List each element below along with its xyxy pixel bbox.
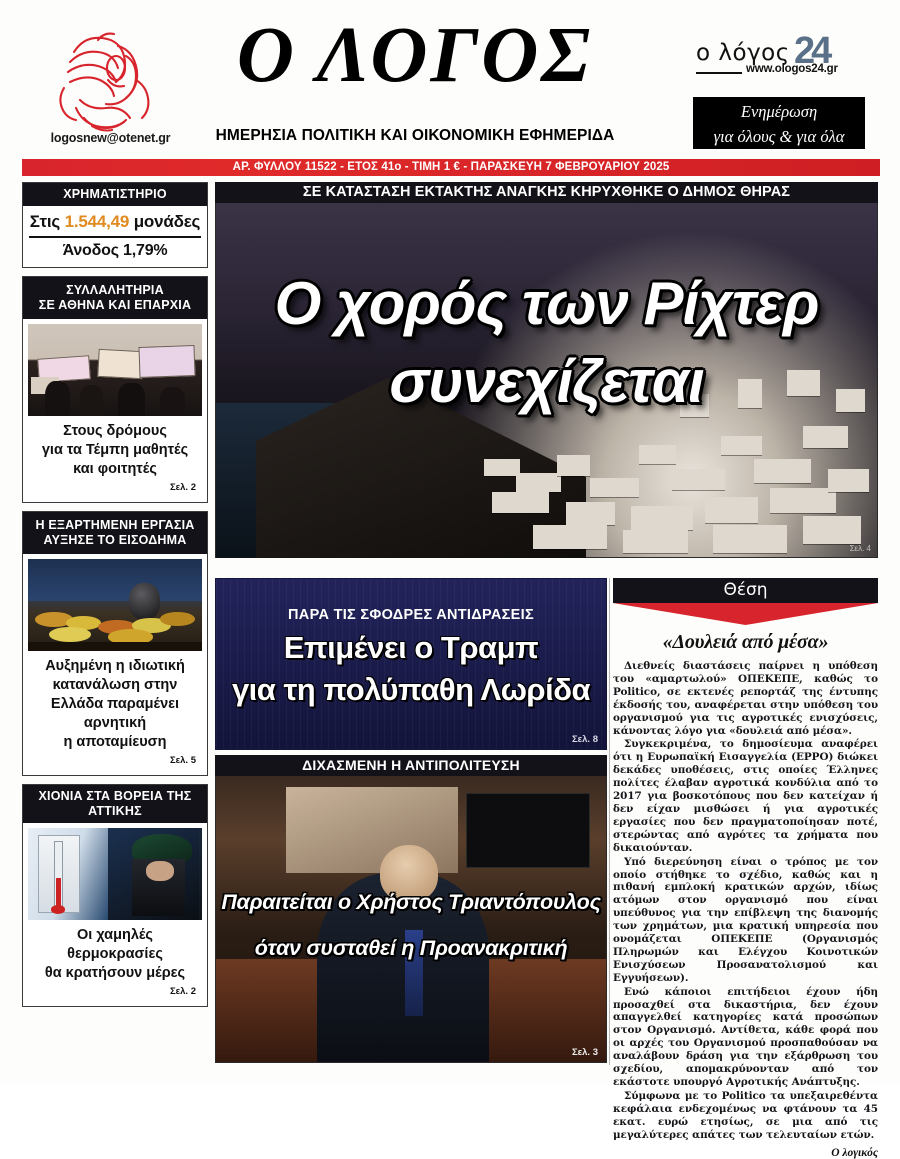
trump-headline-line-1: Επιμένει ο Τραμπ [283, 630, 539, 665]
opinion-section-label: Θέση [613, 578, 878, 603]
sidebar-item-stock-ticker[interactable] [22, 182, 208, 268]
protest-page-ref: Σελ. 2 [169, 482, 196, 493]
weather-caption-line-2: θερμοκρασίες [67, 946, 163, 962]
lead-headline [216, 265, 877, 421]
slogan-line-1: Ενημέρωση [740, 102, 818, 121]
stock-ticker-index [29, 212, 201, 238]
trump-headline-line-2: για τη πολύπαθη Λωρίδα [231, 672, 591, 707]
website-logo[interactable] [690, 30, 865, 92]
trump-page-ref: Σελ. 8 [571, 734, 598, 745]
sidebar-item-protest[interactable] [22, 276, 208, 503]
protest-header [23, 277, 207, 319]
economy-caption-line-3: Ελλάδα παραμένει [50, 696, 180, 712]
website-logo-word: ο λόγος [696, 40, 790, 66]
protest-caption-line-2: για τα Τέμπη μαθητές [41, 442, 189, 458]
page-title: Ο ΛΟΓΟΣ [236, 12, 594, 99]
lead-kicker: ΣΕ ΚΑΤΑΣΤΑΣΗ ΕΚΤΑΚΤΗΣ ΑΝΑΓΚΗΣ ΚΗΡΥΧΘΗΚΕ Ο ΔΗΜΟΣ ΘΗΡΑΣ [215, 182, 878, 203]
protest-caption-line-1: Στους δρόμους [63, 423, 167, 439]
publication-logo-icon [40, 22, 180, 147]
triantopoulos-story[interactable] [215, 755, 607, 1065]
website-logo-rule [696, 72, 742, 74]
economy-header [23, 512, 207, 554]
trump-story[interactable] [215, 578, 607, 750]
opinion-body [613, 660, 878, 1142]
trump-headline [216, 627, 606, 711]
weather-caption-line-1: Οι χαμηλές [77, 927, 153, 943]
weather-header: ΧΙΟΝΙΑ ΣΤΑ ΒΟΡΕΙΑ ΤΗΣ ΑΤΤΙΚΗΣ [23, 785, 207, 823]
economy-header-line-2: ΑΥΞΗΣΕ ΤΟ ΕΙΣΟΔΗΜΑ [43, 533, 187, 547]
opinion-paragraph: Συγκεκριμένα, το δημοσίευμα αναφέρει ότι η Ευρωπαϊκή Εισαγγελία (ΕΡΡΟ) διώκει δεκάδες υποθέσεις, στις οποίες Έλληνες πολίτες έλαβαν αγροτικά κονδύλια από το 2017 για βοσκοτόπους που δεν κατείχαν ή δεν είχαν μισθώσει ή για αγροτικές εργασίες που δεν πραγματοποίησαν ποτέ, στερώντας από αγρότες τα χρήματα που δικαιούνταν. [613, 738, 878, 854]
protest-header-line-1: ΣΥΛΛΑΛΗΤΗΡΙΑ [66, 283, 164, 297]
economy-caption-line-2: κατανάλωση στην [52, 677, 178, 693]
opinion-paragraph: Υπό διερεύνηση είναι ο τρόπος με τον οποίο στήθηκε το σχέδιο, καθώς και η πιθανή εμπλοκή κρατικών αρχών, ιδίως ατόμων στον οργανισμό που είναι υπεύθυνος για την επίβλεψη της διανομής των χρημάτων, μια κρατική υπηρεσία που ονομάζεται ΟΠΕΚΕΠΕ (Οργανισμός Πληρωμών και Ελέγχου Κοινοτικών Ενισχύσεων Προσανατολισμού και Εγγυήσεων). [613, 855, 878, 984]
weather-photo [28, 828, 202, 920]
economy-photo [28, 559, 202, 651]
stock-ticker-change: Άνοδος 1,79% [62, 242, 168, 259]
triantopoulos-headline [216, 879, 606, 971]
opinion-paragraph: Ενώ κάποιοι επιτήδειοι έχουν ήδη προσαχθεί στα δικαστήρια, δεν έχουν απαγγελθεί κατηγορίες κατά προσώπων στον Οργανισμό. Αντίθετα, κάθε φορά που οι αρχές του Οργανισμού προσπαθούσαν να αναλάβουν δράση για την εξάρθρωση του σχεδίου, απομακρύνονταν από τον εκάστοτε υπουργό Αγροτικής Ανάπτυξης. [613, 985, 878, 1088]
monitor-region [466, 793, 591, 867]
weather-caption-line-3: θα κρατήσουν μέρες [44, 965, 186, 981]
website-logo-24: 24 [794, 30, 829, 72]
column-divider [609, 578, 610, 1065]
opinion-paragraph: Σύμφωνα με το Politico τα υπεξαιρεθέντα κεφάλαια ενδεχομένως να φτάνουν τα 45 εκατ. ευρώ ετησίως, σε μια από τις μεγαλύτερες απάτες των τελευταίων ετών. [613, 1089, 878, 1141]
masthead [0, 0, 900, 155]
economy-caption-line-5: η αποταμίευση [63, 734, 167, 750]
opinion-column [613, 578, 878, 1159]
protest-photo [28, 324, 202, 416]
triantopoulos-photo [215, 776, 607, 1063]
triantopoulos-page-ref: Σελ. 3 [571, 1047, 598, 1058]
opinion-paragraph: Διεθνείς διαστάσεις παίρνει η υπόθεση του «αμαρτωλού» ΟΠΕΚΕΠΕ, καθώς το Politico, σε εκτενές ρεπορτάζ της έντυπης έκδοσής του, αναφέρεται στην υπόθεση του οργανισμού για τις αγροτικές ενισχύσεις, κάνοντας λόγο για «δουλειά από μέσα». [613, 660, 878, 737]
lead-headline-line-2: συνεχίζεται [389, 348, 704, 415]
slogan-box [693, 97, 865, 149]
economy-header-line-1: Η ΕΞΑΡΤΗΜΕΝΗ ΕΡΓΑΣΙΑ [35, 518, 195, 532]
lead-photo [215, 203, 878, 558]
protest-caption-line-3: και φοιτητές [73, 461, 157, 477]
economy-caption-line-1: Αυξημένη η ιδιωτική [45, 658, 185, 674]
protest-caption [28, 416, 202, 481]
website-url[interactable]: www.ologos24.gr [746, 63, 838, 75]
triantopoulos-kicker: ΔΙΧΑΣΜΕΝΗ Η ΑΝΤΙΠΟΛΙΤΕΥΣΗ [215, 755, 607, 776]
economy-caption [28, 651, 202, 754]
masthead-subtitle: ΗΜΕΡΗΣΙΑ ΠΟΛΙΤΙΚΗ ΚΑΙ ΟΙΚΟΝΟΜΙΚΗ ΕΦΗΜΕΡΙΔΑ [215, 127, 615, 144]
economy-caption-line-4: αρνητική [83, 715, 147, 731]
lead-page-ref: Σελ. 4 [849, 544, 871, 553]
protest-header-line-2: ΣΕ ΑΘΗΝΑ ΚΑΙ ΕΠΑΡΧΙΑ [38, 298, 192, 312]
lead-story[interactable] [215, 182, 878, 558]
sidebar [22, 182, 208, 1015]
sidebar-item-economy[interactable] [22, 511, 208, 776]
stock-ticker-suffix: μονάδες [133, 212, 201, 231]
red-arrow-icon [613, 603, 878, 625]
contact-email: logosnew@otenet.gr [50, 131, 171, 145]
lead-headline-line-1: Ο χορός των Ρίχτερ [274, 270, 819, 337]
stock-ticker-value: 1.544,49 [64, 212, 130, 231]
triantopoulos-headline-line-2: όταν συσταθεί η Προανακριτική [254, 935, 568, 960]
opinion-title: «Δουλειά από μέσα» [662, 631, 829, 653]
economy-page-ref: Σελ. 5 [169, 755, 196, 766]
opinion-signature: Ο λογικός [831, 1146, 878, 1159]
stock-ticker-header: ΧΡΗΜΑΤΙΣΤΗΡΙΟ [23, 183, 207, 206]
weather-caption [28, 920, 202, 985]
stock-ticker-body [23, 206, 207, 267]
sidebar-item-weather[interactable] [22, 784, 208, 1007]
triantopoulos-headline-line-1: Παραιτείται ο Χρήστος Τριαντόπουλος [221, 889, 601, 914]
trump-kicker: ΠΑΡΑ ΤΙΣ ΣΦΟΔΡΕΣ ΑΝΤΙΔΡΑΣΕΙΣ [288, 607, 534, 623]
issue-dateline: ΑΡ. ΦΥΛΛΟΥ 11522 - ΕΤΟΣ 41ο - ΤΙΜΗ 1 € - ΠΑΡΑΣΚΕΥΗ 7 ΦΕΒΡΟΥΑΡΙΟΥ 2025 [22, 159, 880, 176]
stock-ticker-prefix: Στις [29, 212, 61, 231]
slogan-line-2: για όλους & για όλα [713, 127, 845, 146]
weather-page-ref: Σελ. 2 [169, 986, 196, 997]
